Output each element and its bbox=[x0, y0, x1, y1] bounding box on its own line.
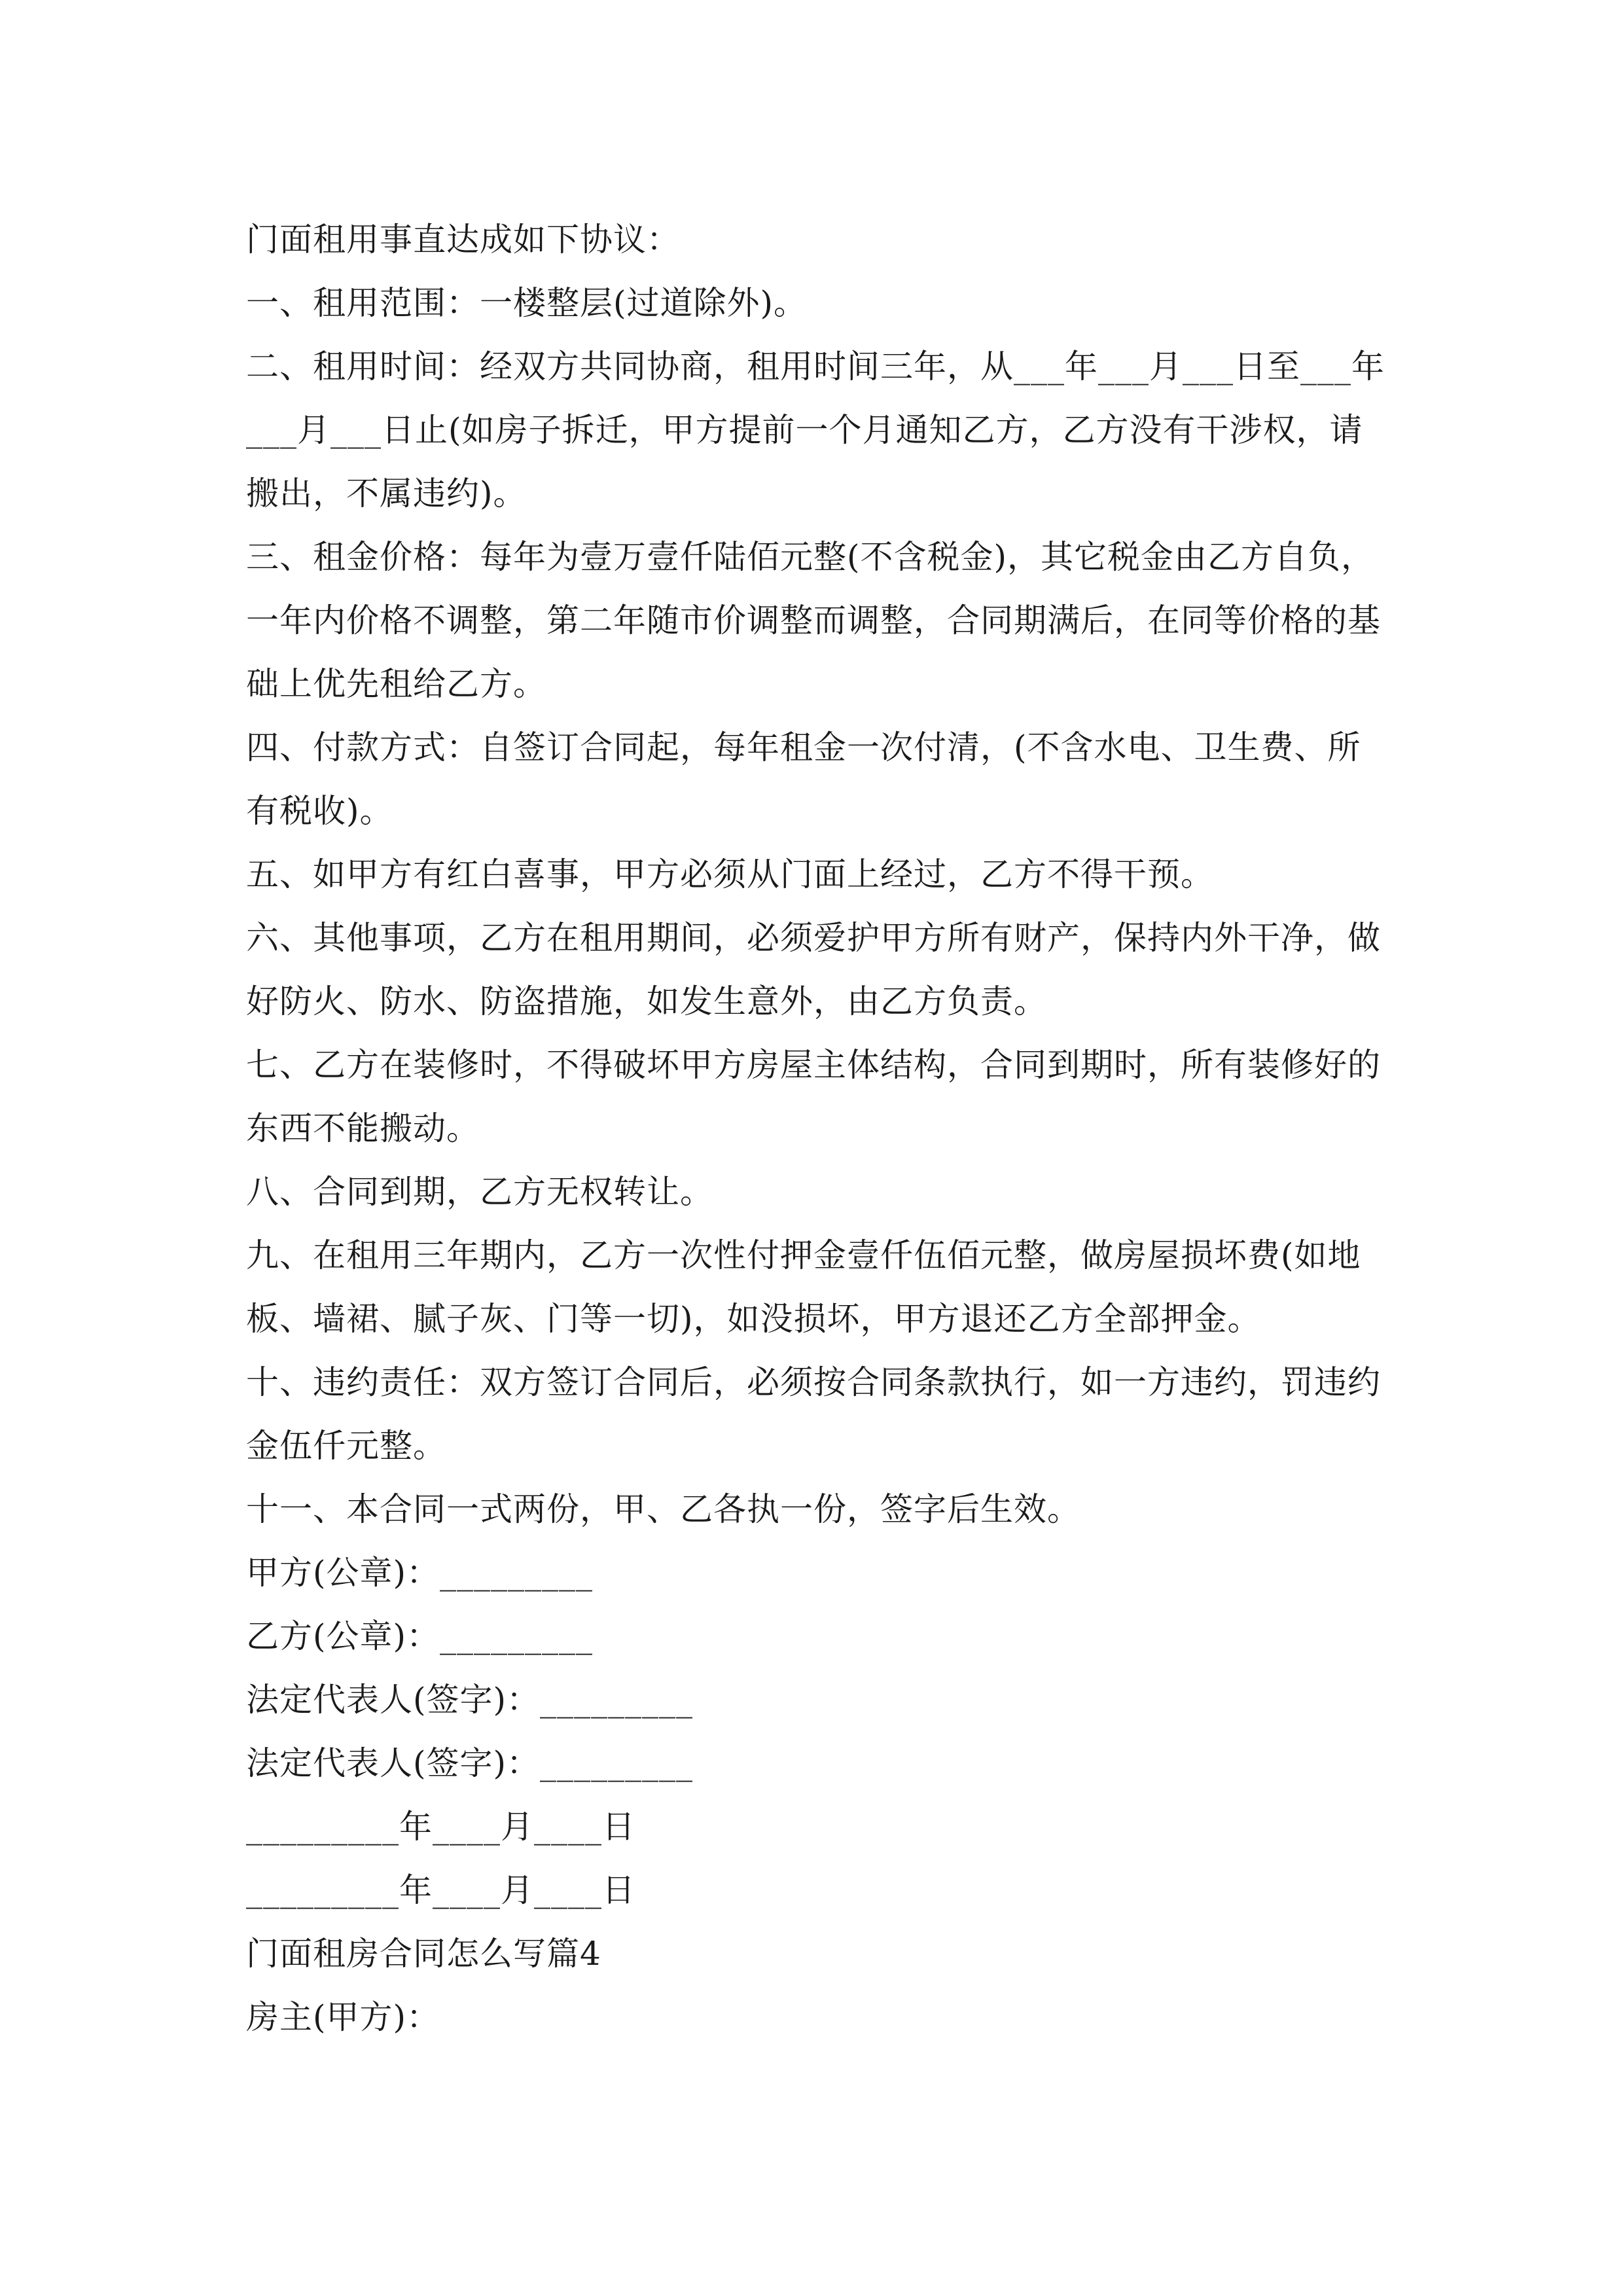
intro-paragraph: 门面租用事直达成如下协议： bbox=[246, 221, 680, 259]
clause-6-other-matters: 六、其他事项，乙方在租用期间，必须爱护甲方所有财产，保持内外干净，做好防火、防水、防盗措施，如发生意外，由乙方负责。 bbox=[246, 919, 1381, 1020]
legal-rep-signature-line: 法定代表人(签字)：_________ bbox=[246, 1744, 694, 1782]
date-line: _________年____月____日 bbox=[246, 1808, 635, 1846]
clause-4-payment-method: 四、付款方式：自签订合同起，每年租金一次付清，(不含水电、卫生费、所有税收)。 bbox=[246, 728, 1361, 830]
clause-11-copies: 十一、本合同一式两份，甲、乙各执一份，签字后生效。 bbox=[246, 1490, 1080, 1528]
party-b-seal-line: 乙方(公章)：_________ bbox=[246, 1617, 594, 1655]
clause-9-deposit: 九、在租用三年期内，乙方一次性付押金壹仟伍佰元整，做房屋损坏费(如地板、墙裙、腻子灰、门等一切)，如没损坏，甲方退还乙方全部押金。 bbox=[246, 1236, 1361, 1338]
contract-text bbox=[246, 208, 1385, 2049]
clause-1-rental-scope: 一、租用范围：一楼整层(过道除外)。 bbox=[246, 284, 808, 322]
landlord-line: 房主(甲方)： bbox=[246, 1998, 440, 2036]
clause-5-ceremonies: 五、如甲方有红白喜事，甲方必须从门面上经过，乙方不得干预。 bbox=[246, 855, 1214, 893]
clause-8-transfer: 八、合同到期，乙方无权转让。 bbox=[246, 1173, 713, 1211]
clause-10-breach: 十、违约责任：双方签订合同后，必须按合同条款执行，如一方违约，罚违约金伍仟元整。 bbox=[246, 1363, 1381, 1465]
section-heading: 门面租房合同怎么写篇4 bbox=[246, 1935, 601, 1973]
party-a-seal-line: 甲方(公章)：_________ bbox=[246, 1554, 594, 1592]
clause-3-rent-price: 三、租金价格：每年为壹万壹仟陆佰元整(不含税金)，其它税金由乙方自负，一年内价格不调整，第二年随市价调整而调整，合同期满后，在同等价格的基础上优先租给乙方。 bbox=[246, 538, 1381, 703]
date-line: _________年____月____日 bbox=[246, 1871, 635, 1909]
legal-rep-signature-line: 法定代表人(签字)：_________ bbox=[246, 1681, 694, 1719]
clause-7-renovation: 七、乙方在装修时，不得破坏甲方房屋主体结构，合同到期时，所有装修好的东西不能搬动。 bbox=[246, 1046, 1381, 1147]
clause-2-rental-period: 二、租用时间：经双方共同协商，租用时间三年，从___年___月___日至___年___月___日止(如房子拆迁，甲方提前一个月通知乙方，乙方没有干涉权，请搬出，不属违约)。 bbox=[246, 348, 1385, 512]
